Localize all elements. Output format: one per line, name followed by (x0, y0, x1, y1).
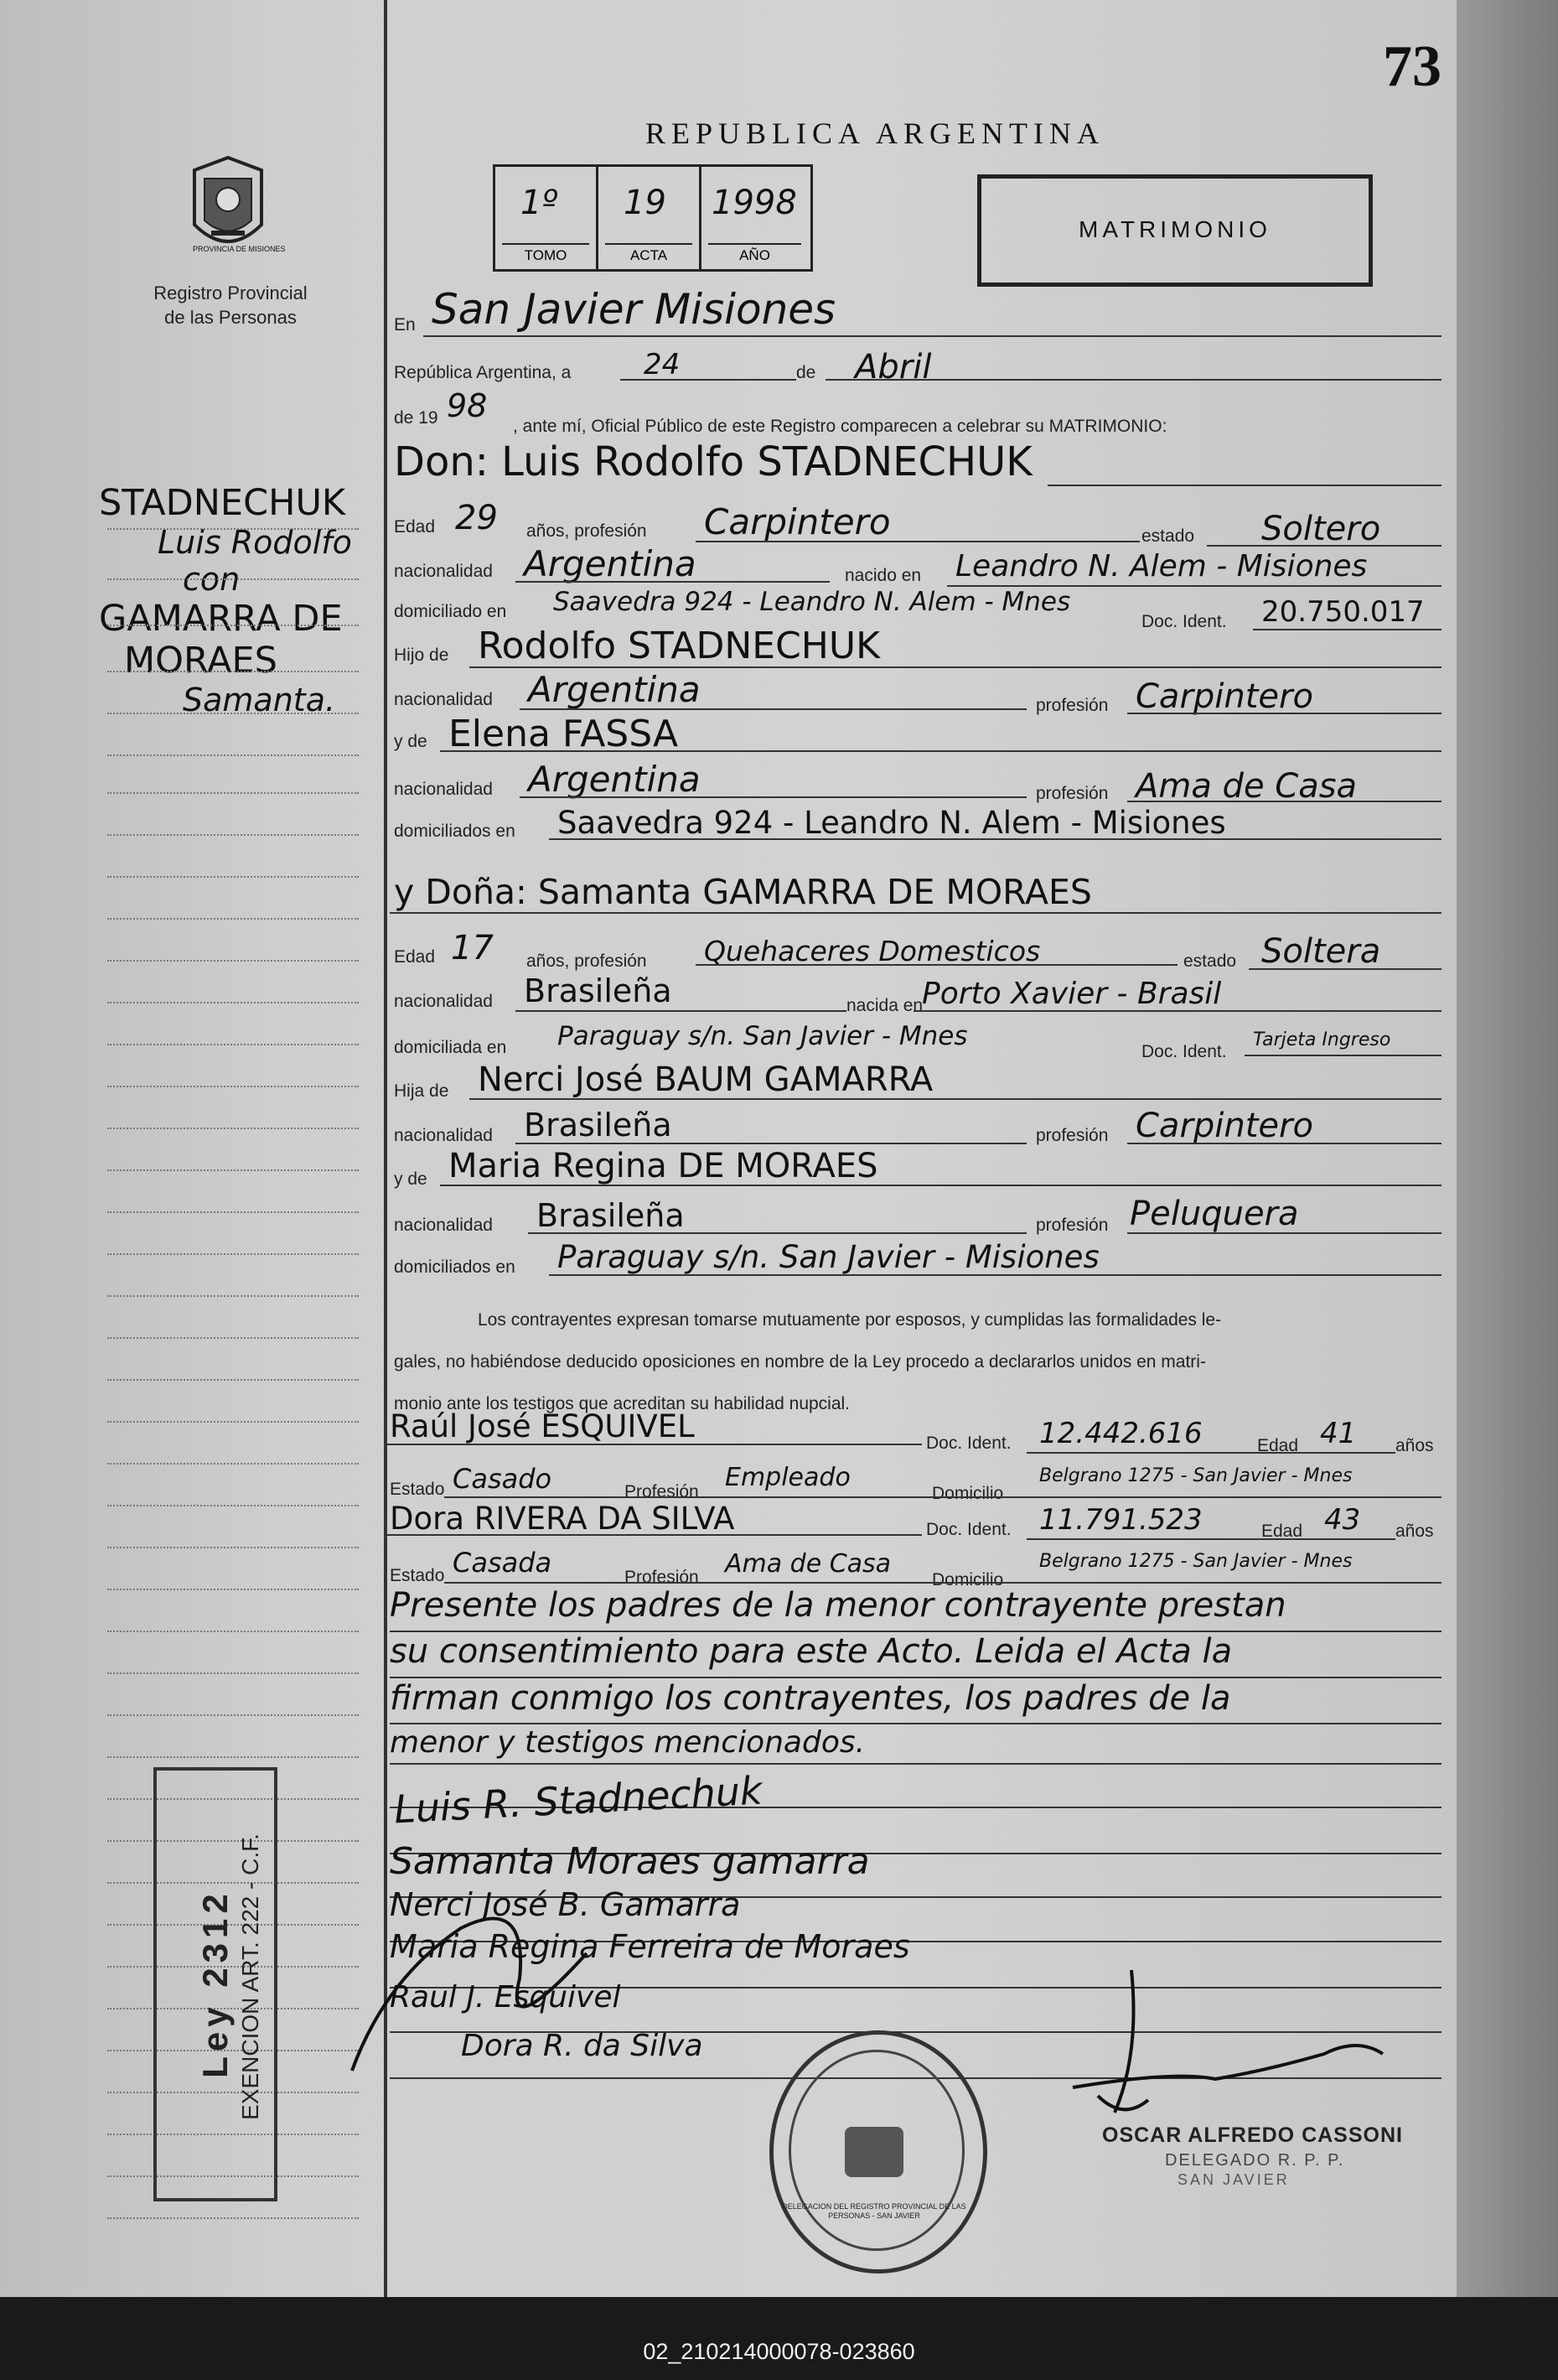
margin-rule (107, 1337, 359, 1339)
groom-parents-address: Saavedra 924 - Leandro N. Alem - Misiones (557, 805, 1226, 841)
signature-bride: Samanta Moraes gamarra (390, 1840, 870, 1883)
bride-mother: Maria Regina DE MORAES (448, 1147, 878, 1185)
margin-rule (107, 625, 359, 626)
margin-rule (107, 2217, 359, 2219)
groom-age-label: Edad (394, 517, 436, 537)
margin-line-1: STADNECHUK (99, 482, 346, 524)
form-line (1127, 1232, 1442, 1234)
witness-1-years-label: años (1395, 1436, 1434, 1455)
official-title: DELEGADO R. P. P. (1165, 2151, 1345, 2170)
form-line (469, 666, 1442, 668)
form-line (1127, 713, 1442, 714)
groom-mother-profession: Ama de Casa (1136, 767, 1358, 806)
seal-text: DELEGACION DEL REGISTRO PROVINCIAL DE LAS PERSONAS - SAN JAVIER (782, 2202, 966, 2220)
bride-birthplace-label: nacida en (846, 996, 924, 1015)
form-line (1245, 1055, 1442, 1056)
margin-rule (107, 918, 359, 920)
form-line (528, 1232, 1027, 1234)
margin-rule (107, 792, 359, 794)
margin-line-2: Luis Rodolfo (158, 524, 352, 561)
witness-1-name: Raúl José ESQUIVEL (390, 1408, 695, 1444)
place-value: San Javier Misiones (432, 285, 836, 334)
margin-note (99, 482, 375, 718)
bride-profession: Quehaceres Domesticos (704, 935, 1041, 967)
margin-rule (107, 1589, 359, 1590)
bride-name: y Doña: Samanta GAMARRA DE MORAES (394, 872, 1092, 912)
witness-2-status-label: Estado (390, 1566, 445, 1585)
form-line (1048, 485, 1442, 486)
official-seal (769, 2030, 987, 2274)
declaration-line-2: gales, no habiéndose deducido oposiciones en nombre de la Ley procedo a declararlos unidos en matri- (394, 1352, 1206, 1371)
declaration-text (394, 1299, 1446, 1425)
bride-parents-address: Paraguay s/n. San Javier - Misiones (557, 1239, 1100, 1275)
form-line (390, 912, 1442, 914)
bride-mother-nationality-label: nacionalidad (394, 1216, 493, 1235)
bride-doc-label: Doc. Ident. (1141, 1042, 1227, 1061)
witness-2-address: Belgrano 1275 - San Javier - Mnes (1039, 1551, 1353, 1572)
anio-label: AÑO (708, 243, 801, 264)
margin-rule (107, 1421, 359, 1423)
groom-mother-nationality: Argentina (528, 759, 701, 800)
official-name: OSCAR ALFREDO CASSONI (1102, 2123, 1403, 2147)
groom-status-label: estado (1141, 526, 1195, 546)
form-line (444, 1496, 1442, 1498)
margin-rule (107, 1631, 359, 1632)
groom-age: 29 (455, 499, 498, 537)
bride-age-label: Edad (394, 947, 436, 967)
form-line (423, 335, 1442, 337)
bride-nationality: Brasileña (524, 972, 672, 1009)
form-line (386, 1534, 922, 1536)
witness-1-age: 41 (1320, 1417, 1357, 1450)
signature-witness-2: Dora R. da Silva (461, 2029, 703, 2063)
form-line (390, 1763, 1442, 1765)
groom-status: Soltero (1261, 510, 1381, 548)
margin-rule (107, 1463, 359, 1465)
son-of-label: Hijo de (394, 646, 449, 665)
form-line (469, 1098, 1442, 1100)
margin-line-3: con (183, 561, 241, 598)
margin-line-6: Samanta. (183, 682, 336, 718)
day-value: 24 (644, 348, 681, 381)
groom-birthplace: Leandro N. Alem - Misiones (955, 549, 1368, 583)
form-line (549, 838, 1442, 840)
form-line (914, 1010, 1442, 1012)
margin-rule (107, 1044, 359, 1045)
daughter-of-label: Hija de (394, 1081, 449, 1101)
acta-cell (598, 167, 701, 269)
bride-father-nationality-label: nacionalidad (394, 1126, 493, 1145)
margin-rule (107, 1714, 359, 1716)
tomo-value: 1º (520, 184, 558, 222)
note-line-2: su consentimiento para este Acto. Leida el Acta la (390, 1632, 1233, 1671)
margin-rule (107, 1672, 359, 1674)
registry-line-2: de las Personas (164, 307, 297, 328)
margin-line-4: GAMARRA DE (99, 598, 343, 640)
signature-flourish (335, 1878, 629, 2096)
file-id: 02_210214000078-023860 (643, 2339, 915, 2364)
anio-cell (701, 167, 808, 269)
witness-1-address-label: Domicilio (932, 1484, 1004, 1503)
form-line (444, 1582, 1442, 1584)
margin-rule (107, 1169, 359, 1171)
groom-father-nationality: Argentina (528, 669, 701, 710)
witness-2-doc-label: Doc. Ident. (926, 1520, 1012, 1539)
acta-label: ACTA (605, 243, 692, 264)
year-value: 98 (447, 387, 488, 424)
margin-rule (107, 671, 359, 672)
bride-mother-nationality: Brasileña (536, 1197, 685, 1234)
father-nationality-label: nacionalidad (394, 690, 493, 709)
bride-parents-address-label: domiciliados en (394, 1257, 515, 1277)
groom-profession: Carpintero (704, 501, 891, 542)
declaration-line-1: Los contrayentes expresan tomarse mutuamente por esposos, y cumplidas las formalidades le- (478, 1310, 1222, 1330)
groom-nationality-label: nacionalidad (394, 562, 493, 581)
form-line (515, 581, 830, 583)
margin-rule (107, 1505, 359, 1506)
witness-1-profession: Empleado (725, 1463, 851, 1492)
margin-rule (107, 578, 359, 580)
emblem-text: PROVINCIA DE MISIONES (193, 245, 286, 253)
groom-father-profession: Carpintero (1136, 677, 1313, 716)
form-line (520, 796, 1027, 798)
form-line (1127, 801, 1442, 802)
bride-status-label: estado (1183, 951, 1237, 971)
bride-address: Paraguay s/n. San Javier - Mnes (557, 1021, 968, 1051)
form-line (1127, 1143, 1442, 1144)
bride-profession-label: años, profesión (526, 951, 647, 971)
note-line-1: Presente los padres de la menor contrayente prestan (390, 1586, 1286, 1625)
signature-groom: Luis R. Stadnechuk (392, 1767, 763, 1833)
margin-rule (107, 1128, 359, 1129)
witness-2-address-label: Domicilio (932, 1570, 1004, 1589)
act-type: MATRIMONIO (1079, 216, 1271, 242)
witness-2-age-label: Edad (1261, 1522, 1303, 1541)
bride-father-profession-label: profesión (1036, 1126, 1109, 1145)
country-title: REPUBLICA ARGENTINA (645, 117, 1105, 150)
bride-mother-profession: Peluquera (1130, 1195, 1299, 1233)
margin-rule (107, 1086, 359, 1087)
witness-1-profession-label: Profesión (624, 1482, 699, 1501)
witness-1-age-label: Edad (1257, 1436, 1299, 1455)
bride-father-profession: Carpintero (1136, 1107, 1313, 1145)
signature-bride-father: Nerci José B. Gamarra (390, 1886, 741, 1923)
exemption-law: Ley 2312 (195, 1889, 235, 2078)
form-line (1207, 545, 1442, 547)
bride-mother-profession-label: profesión (1036, 1216, 1109, 1235)
form-line (520, 708, 1027, 710)
form-line (696, 964, 1178, 966)
republic-label: República Argentina, a (394, 363, 572, 382)
groom-name: Don: Luis Rodolfo STADNECHUK (394, 438, 1033, 485)
witness-2-years-label: años (1395, 1522, 1434, 1541)
signature-bride-mother: Maria Regina Ferreira de Moraes (390, 1928, 910, 1965)
margin-rule (107, 528, 359, 530)
groom-doc-label: Doc. Ident. (1141, 612, 1227, 631)
form-line (696, 541, 1140, 542)
groom-address: Saavedra 924 - Leandro N. Alem - Mnes (553, 587, 1071, 617)
act-type-box (977, 174, 1373, 287)
note-line-4: menor y testigos mencionados. (390, 1725, 866, 1760)
groom-profession-label: años, profesión (526, 521, 647, 541)
bride-status: Soltera (1261, 932, 1381, 971)
witness-1-doc: 12.442.616 (1039, 1417, 1203, 1450)
form-line (515, 1143, 1027, 1144)
acta-value: 19 (624, 184, 666, 222)
form-line (620, 379, 796, 381)
margin-rule (107, 1547, 359, 1548)
bride-and-of-label: y de (394, 1169, 427, 1189)
bride-father: Nerci José BAUM GAMARRA (478, 1060, 934, 1099)
margin-rule (107, 713, 359, 714)
margin-rule (107, 834, 359, 836)
form-line (440, 1185, 1442, 1186)
witness-1-doc-label: Doc. Ident. (926, 1434, 1012, 1453)
form-line (386, 1444, 922, 1445)
volume-box (493, 164, 813, 272)
form-line (390, 1677, 1442, 1678)
official-place: SAN JAVIER (1178, 2171, 1290, 2188)
margin-rule (107, 1002, 359, 1003)
groom-father: Rodolfo STADNECHUK (478, 625, 880, 667)
witness-1-address: Belgrano 1275 - San Javier - Mnes (1039, 1465, 1353, 1486)
bride-birthplace: Porto Xavier - Brasil (922, 977, 1222, 1011)
witness-1-status: Casado (453, 1463, 552, 1495)
margin-rule (107, 876, 359, 878)
mother-nationality-label: nacionalidad (394, 780, 493, 799)
exemption-stamp (153, 1767, 277, 2201)
form-line (1027, 1452, 1395, 1454)
book-edge (1457, 0, 1558, 2297)
exemption-article: EXENCION ART. 222 - C.F. (237, 1833, 263, 2120)
declaration-line-3: monio ante los testigos que acreditan su habilidad nupcial. (394, 1394, 851, 1413)
margin-rule (107, 1253, 359, 1255)
tomo-cell (495, 167, 598, 269)
en-label: En (394, 315, 416, 334)
witness-2-profession-label: Profesión (624, 1568, 699, 1587)
month-value: Abril (855, 348, 932, 386)
tomo-label: TOMO (502, 243, 589, 264)
witness-2-age: 43 (1324, 1503, 1361, 1537)
margin-rule (107, 960, 359, 962)
groom-birthplace-label: nacido en (845, 566, 922, 585)
form-line (826, 379, 1442, 381)
witness-2-doc: 11.791.523 (1039, 1503, 1203, 1537)
witness-1-status-label: Estado (390, 1480, 445, 1499)
groom-doc: 20.750.017 (1261, 595, 1425, 629)
seal-emblem-icon (845, 2127, 903, 2177)
form-line (515, 1010, 846, 1012)
anio-value: 1998 (712, 184, 797, 222)
year-prefix: de 19 (394, 408, 438, 428)
signature-witness-1: Raul J. Esquivel (390, 1980, 621, 2014)
form-line (549, 1274, 1442, 1276)
form-line (1249, 968, 1442, 970)
mother-profession-label: profesión (1036, 784, 1109, 803)
form-line (440, 750, 1442, 752)
de-label: de (796, 363, 816, 382)
groom-address-label: domiciliado en (394, 602, 507, 621)
witness-2-status: Casada (453, 1547, 552, 1579)
margin-line-5: MORAES (124, 640, 277, 682)
appearance-statement: , ante mí, Oficial Público de este Registro comparecen a celebrar su MATRIMONIO: (513, 417, 1167, 436)
bride-doc: Tarjeta Ingreso (1253, 1029, 1391, 1050)
official-signature (1006, 1953, 1408, 2146)
margin-rule (107, 1211, 359, 1213)
note-line-3: firman conmigo los contrayentes, los padres de la (390, 1679, 1231, 1718)
margin-rule (107, 1379, 359, 1381)
groom-mother: Elena FASSA (448, 713, 679, 755)
father-profession-label: profesión (1036, 696, 1109, 715)
margin-rule (107, 754, 359, 756)
margin-rule (107, 1756, 359, 1758)
registry-label (126, 281, 335, 329)
page-number: 73 (1383, 34, 1442, 99)
form-line (390, 1723, 1442, 1724)
registry-line-1: Registro Provincial (153, 283, 308, 303)
bride-address-label: domiciliada en (394, 1038, 507, 1057)
witness-2-profession: Ama de Casa (725, 1549, 892, 1579)
bride-nationality-label: nacionalidad (394, 992, 493, 1011)
bride-father-nationality: Brasileña (524, 1107, 672, 1143)
bride-age: 17 (451, 929, 494, 967)
margin-rule (107, 1295, 359, 1297)
form-line (1253, 629, 1442, 630)
and-of-label: y de (394, 732, 427, 751)
form-line (390, 1631, 1442, 1632)
parents-address-label: domiciliados en (394, 822, 515, 841)
form-line (1027, 1538, 1395, 1540)
groom-nationality: Argentina (524, 543, 696, 584)
witness-2-name: Dora RIVERA DA SILVA (390, 1501, 735, 1537)
